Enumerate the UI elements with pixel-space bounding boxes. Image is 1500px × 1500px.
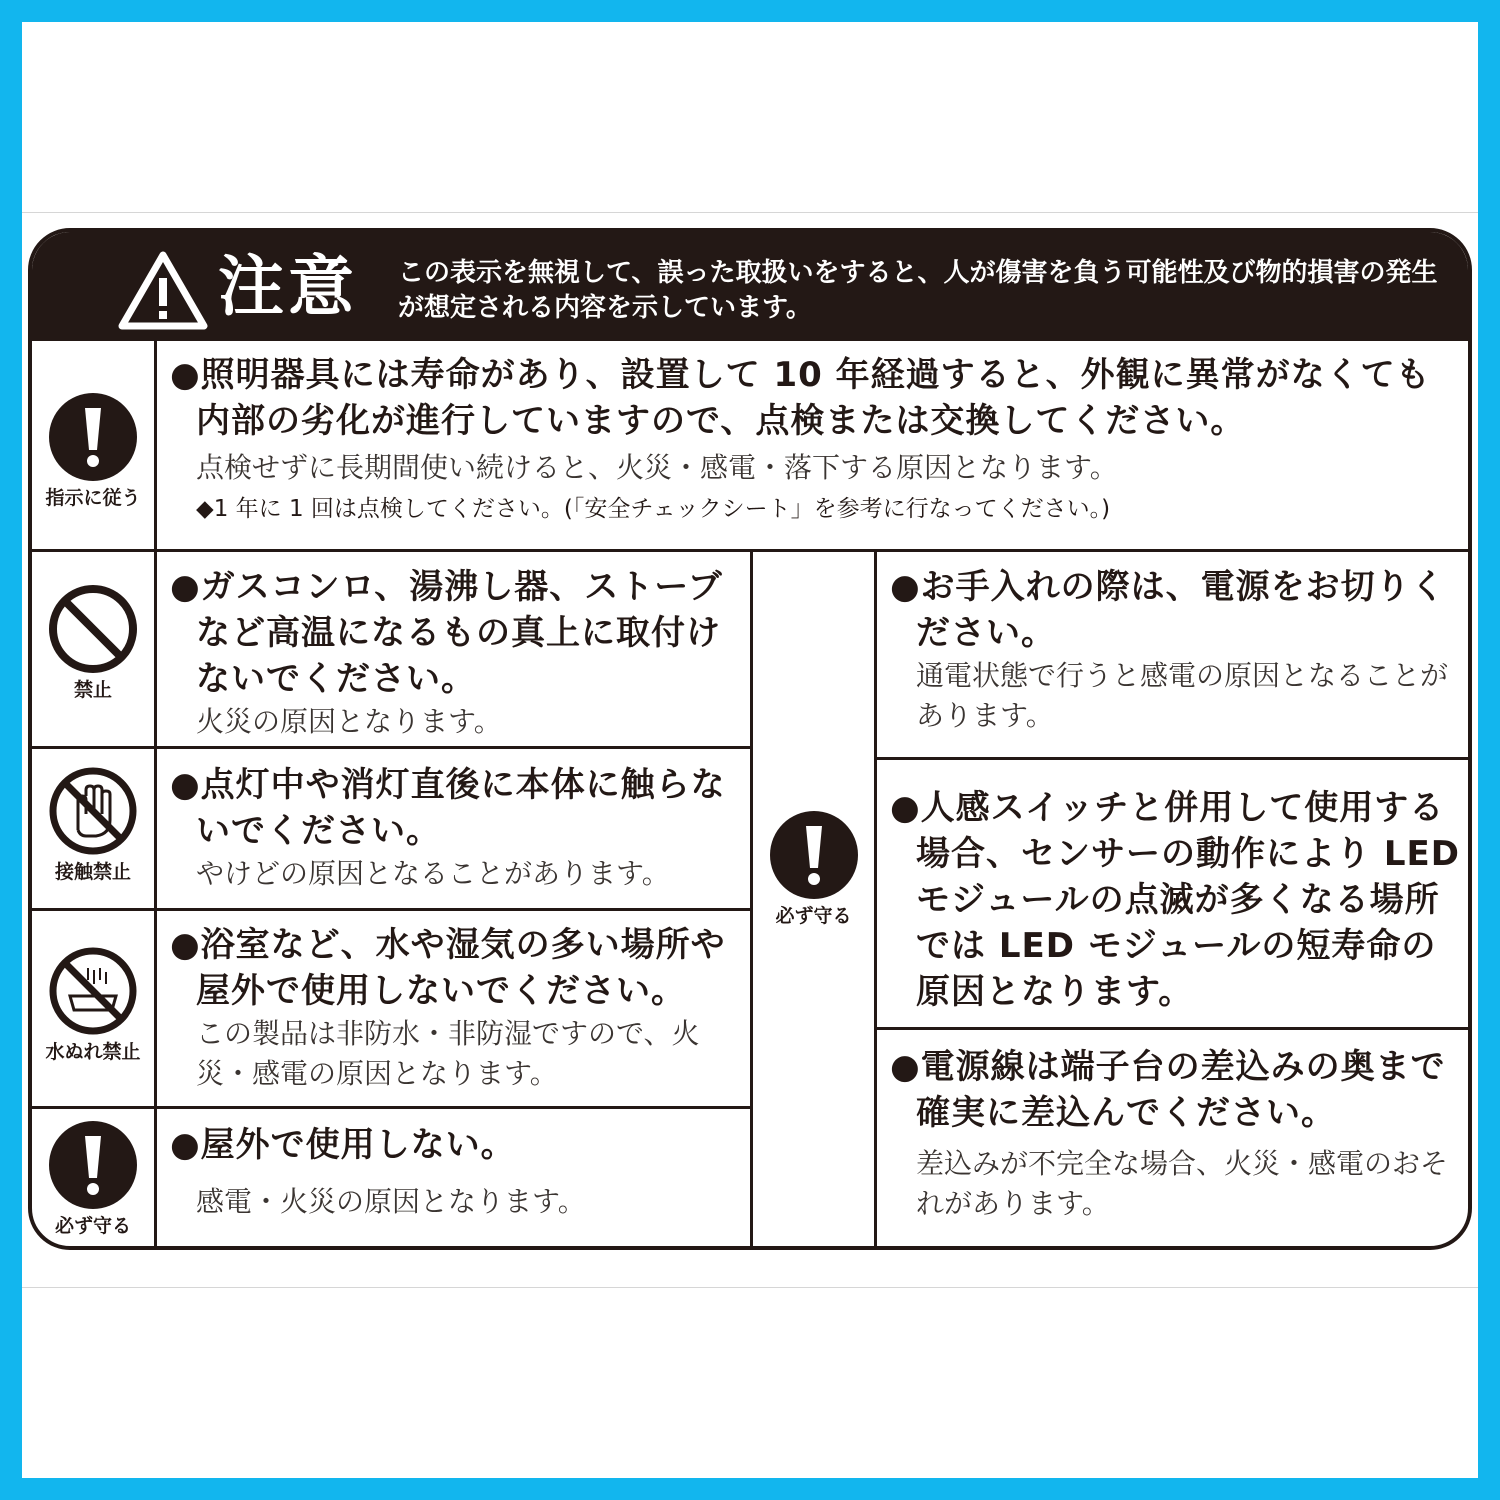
divider: [154, 338, 157, 1250]
exclamation-icon: [48, 1120, 138, 1210]
divider: [32, 338, 1468, 341]
prohibited-icon: [48, 584, 138, 674]
top-cell: [170, 352, 1450, 526]
right-cell-2: [890, 785, 1460, 1015]
sub-text: やけどの原因となることがあります。: [196, 857, 670, 890]
sub-text: この製品は非防水・非防湿ですので、火災・感電の原因となります。: [196, 1017, 700, 1090]
icon-label: 指示に従う: [45, 487, 141, 509]
icon-label: 必ず守る: [775, 905, 852, 927]
left-icon-cell-3: [32, 946, 154, 1064]
sub-text: 点検せずに長期間使い続けると、火災・感電・落下する原因となります。: [196, 451, 1118, 484]
sub-text: 通電状態で行うと感電の原因となることがあります。: [916, 659, 1449, 732]
icon-label: 必ず守る: [54, 1215, 131, 1237]
left-cell-4: [170, 1122, 740, 1222]
middle-icon-cell: [753, 810, 874, 928]
note-text: ◆1 年に 1 回は点検してください。(「安全チェックシート」を参考に行なってください。): [196, 496, 1111, 522]
main-text: ●浴室など、水や湿気の多い場所や屋外で使用しないでください。: [170, 925, 726, 1011]
divider: [32, 908, 752, 911]
left-icon-cell-2: [32, 766, 154, 884]
top-icon-cell: [32, 392, 154, 510]
exclamation-icon: [769, 810, 859, 900]
caution-description: この表示を無視して、誤った取扱いをすると、人が傷害を負う可能性及び物的損害の発生が想定される内容を示しています。: [398, 258, 1438, 323]
left-cell-3: [170, 922, 740, 1094]
main-text: ●点灯中や消灯直後に本体に触らないでください。: [170, 765, 726, 851]
exclamation-icon: [48, 392, 138, 482]
right-cell-3: [890, 1044, 1460, 1224]
icon-label: 接触禁止: [54, 861, 131, 883]
divider: [874, 1027, 1468, 1030]
caution-label: [28, 228, 1472, 1250]
no-water-icon: [48, 946, 138, 1036]
main-text: ●ガスコンロ、湯沸し器、ストーブなど高温になるもの真上に取付けないでください。: [170, 567, 723, 699]
right-cell-1: [890, 564, 1460, 736]
warning-triangle-icon: [118, 250, 208, 330]
left-icon-cell-4: [32, 1120, 154, 1238]
main-text: ●人感スイッチと併用して使用する場合、センサーの動作により LED モジュールの点滅が多くなる場所では LED モジュールの短寿命の原因となります。: [890, 788, 1460, 1012]
left-cell-1: [170, 564, 740, 742]
left-icon-cell-1: [32, 584, 154, 702]
caution-title: 注意: [218, 248, 358, 325]
main-text: ●お手入れの際は、電源をお切りください。: [890, 567, 1446, 653]
caution-header: [32, 232, 1468, 338]
divider: [32, 746, 752, 749]
no-touch-icon: [48, 766, 138, 856]
divider: [874, 549, 877, 1250]
sub-text: 火災の原因となります。: [196, 705, 502, 738]
main-text: ●電源線は端子台の差込みの奥まで確実に差込んでください。: [890, 1047, 1446, 1133]
sub-text: 感電・火災の原因となります。: [196, 1185, 586, 1218]
main-text: ●屋外で使用しない。: [170, 1125, 516, 1165]
icon-label: 水ぬれ禁止: [45, 1041, 141, 1063]
divider: [32, 1106, 752, 1109]
icon-label: 禁止: [73, 679, 112, 701]
sub-text: 差込みが不完全な場合、火災・感電のおそれがあります。: [916, 1147, 1449, 1220]
divider: [874, 757, 1468, 760]
main-text: ●照明器具には寿命があり、設置して 10 年経過すると、外観に異常がなくても内部の劣化が進行していますので、点検または交換してください。: [170, 355, 1431, 441]
left-cell-2: [170, 762, 750, 894]
